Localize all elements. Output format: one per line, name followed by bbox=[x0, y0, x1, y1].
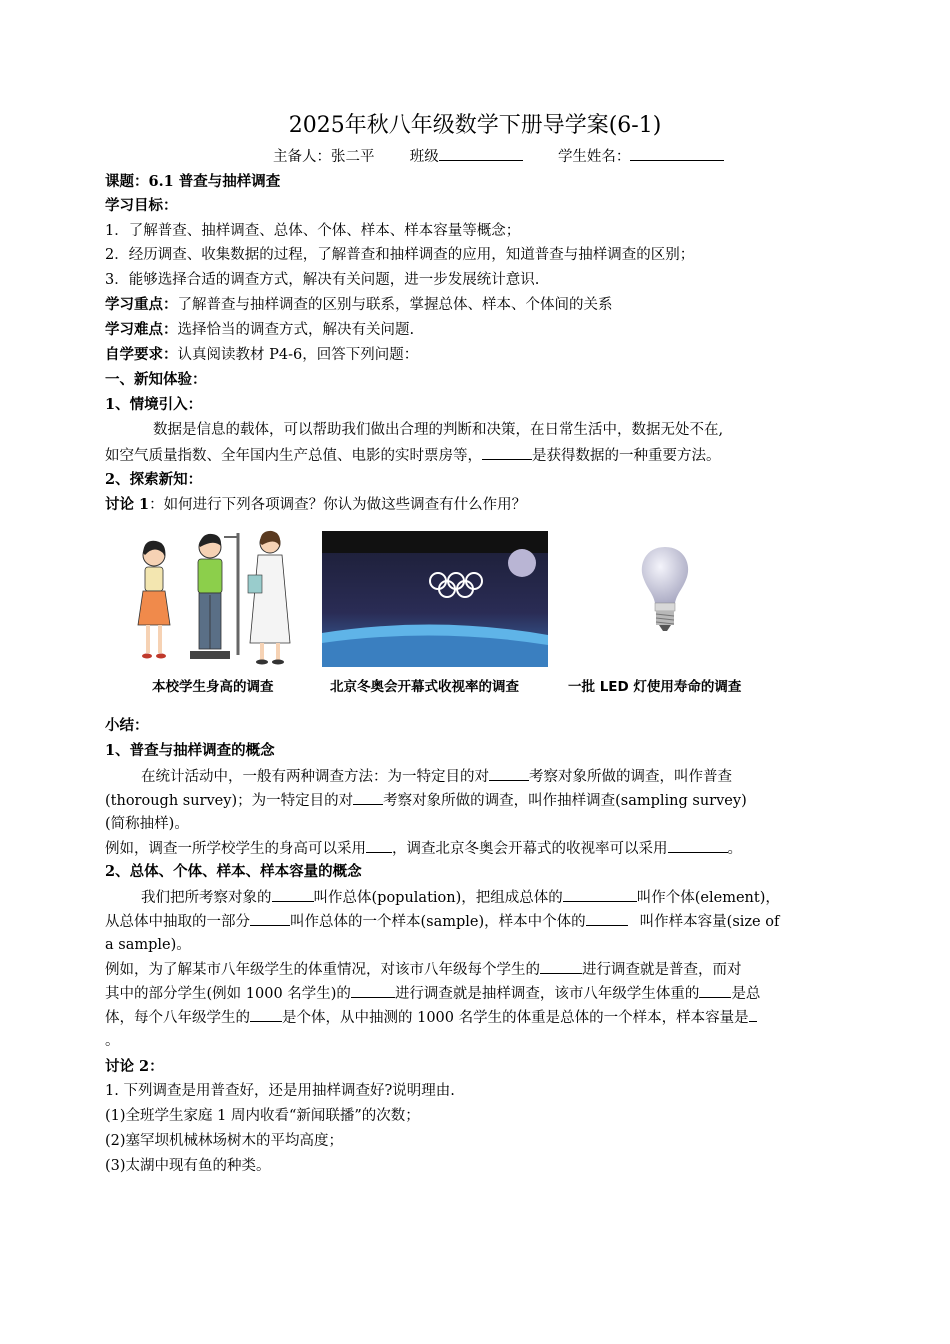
blank-population[interactable] bbox=[272, 887, 314, 902]
caption-height: 本校学生身高的调查 bbox=[152, 679, 274, 695]
preparer: 主备人：张二平 bbox=[273, 149, 375, 165]
focus-text: 了解普查与抽样调查的区别与联系，掌握总体、样本、个体间的关系 bbox=[177, 297, 613, 313]
student-name-blank[interactable] bbox=[630, 146, 724, 161]
c1-l2a: (thorough survey)；为一特定目的对 bbox=[105, 793, 354, 809]
focus-label: 学习重点： bbox=[105, 296, 178, 313]
objectives-label: 学习目标： bbox=[105, 197, 178, 214]
c2-l6b: 是个体，从中抽测的 1000 名学生的体重是总体的一个样本，样本容量是 bbox=[282, 1010, 749, 1026]
page-title: 2025年秋八年级数学下册导学案(6-1) bbox=[288, 113, 662, 138]
intro-line-2a: 如空气质量指数、全年国内生产总值、电影的实时票房等， bbox=[105, 448, 482, 464]
topic: 6.1 普查与抽样调查 bbox=[148, 173, 281, 190]
c1-l4c: 。 bbox=[727, 841, 742, 857]
intro-line-1: 数据是信息的载体，可以帮助我们做出合理的判断和决策，在日常生活中，数据无处不在, bbox=[153, 422, 724, 438]
caption-led: 一批 LED 灯使用寿命的调查 bbox=[568, 679, 742, 695]
concept-2-line-6 bbox=[105, 1007, 757, 1028]
intro-heading: 1、情境引入： bbox=[105, 396, 203, 413]
c2-l5b: 进行调查就是抽样调查，该市八年级学生体重的 bbox=[394, 986, 700, 1002]
concept-2-line-3: a sample)。 bbox=[105, 937, 191, 953]
c2-l5c: 是总 bbox=[731, 986, 761, 1002]
section1-heading: 一、新知体验： bbox=[105, 371, 207, 388]
concept-2-line-2 bbox=[105, 911, 779, 932]
discussion-2-item-1: (1)全班学生家庭 1 周内收看“新闻联播”的次数； bbox=[105, 1108, 420, 1124]
students-height-illustration bbox=[130, 525, 305, 670]
difficulty-label: 学习难点： bbox=[105, 321, 178, 338]
blank-height-method[interactable] bbox=[366, 838, 392, 853]
blank-sample-size[interactable] bbox=[586, 911, 628, 926]
c2-l6a: 体，每个八年级学生的 bbox=[105, 1010, 250, 1026]
discussion-2-label: 讨论 2： bbox=[105, 1058, 164, 1075]
blank-ratings-method[interactable] bbox=[668, 838, 728, 853]
c1-l1a: 在统计活动中，一般有两种调查方法：为一特定目的对 bbox=[141, 769, 489, 785]
concept-2-line-1 bbox=[141, 887, 780, 908]
header-meta bbox=[273, 146, 724, 167]
discussion-2-item-2: (2)塞罕坝机械林场树木的平均高度； bbox=[105, 1133, 344, 1149]
concept-1-heading: 1、普查与抽样调查的概念 bbox=[105, 742, 275, 759]
blank-part-objects[interactable] bbox=[353, 790, 383, 805]
discussion-2-item-3: (3)太湖中现有鱼的种类。 bbox=[105, 1158, 271, 1174]
difficulty-line bbox=[105, 320, 414, 340]
c1-l4a: 例如，调查一所学校学生的身高可以采用 bbox=[105, 841, 366, 857]
concept-1-line-3: (简称抽样)。 bbox=[105, 816, 189, 832]
c2-l4b: 进行调查就是普查，而对 bbox=[582, 962, 742, 978]
blank-capacity[interactable] bbox=[749, 1007, 757, 1022]
concept-2-heading: 2、总体、个体、样本、样本容量的概念 bbox=[105, 863, 362, 880]
class-label: 班级 bbox=[409, 149, 439, 165]
concept-2-line-7: 。 bbox=[105, 1033, 120, 1049]
blank-weight-census[interactable] bbox=[540, 959, 582, 974]
led-bulb-illustration bbox=[635, 545, 695, 635]
method-blank[interactable] bbox=[482, 445, 532, 460]
caption-olympics: 北京冬奥会开幕式收视率的调查 bbox=[330, 679, 519, 695]
concept-2-line-4 bbox=[105, 959, 742, 980]
self-study-line bbox=[105, 345, 418, 365]
c2-l4a: 例如，为了解某市八年级学生的体重情况，对该市八年级每个学生的 bbox=[105, 962, 540, 978]
objective-3: 3．能够选择合适的调查方式，解决有关问题，进一步发展统计意识. bbox=[105, 272, 540, 288]
class-blank[interactable] bbox=[439, 146, 523, 161]
focus-line bbox=[105, 295, 613, 315]
summary-label: 小结： bbox=[105, 717, 149, 734]
c2-l2c: 叫作样本容量(size of bbox=[639, 914, 780, 930]
c1-l2b: 考察对象所做的调查，叫作抽样调查(sampling survey) bbox=[383, 793, 747, 809]
objective-2: 2．经历调查、收集数据的过程，了解普查和抽样调查的应用，知道普查与抽样调查的区别； bbox=[105, 247, 695, 263]
blank-weight-sampling[interactable] bbox=[351, 983, 395, 998]
blank-element[interactable] bbox=[563, 887, 637, 902]
objective-1: 1．了解普查、抽样调查、总体、个体、样本、样本容量等概念； bbox=[105, 223, 521, 239]
c2-l1b: 叫作总体(population)，把组成总体的 bbox=[313, 890, 563, 906]
c2-l2a: 从总体中抽取的一部分 bbox=[105, 914, 250, 930]
self-study-label: 自学要求： bbox=[105, 346, 178, 363]
intro-line-2b: 是获得数据的一种重要方法。 bbox=[532, 448, 721, 464]
student-name-label: 学生姓名： bbox=[557, 149, 631, 165]
discussion-1-text: ：如何进行下列各项调查？你认为做这些调查有什么作用？ bbox=[149, 497, 527, 513]
intro-line-2 bbox=[105, 445, 721, 466]
discussion-2-question: 1. 下列调查是用普查好，还是用抽样调查好?说明理由. bbox=[105, 1083, 455, 1099]
concept-1-line-2 bbox=[105, 790, 747, 811]
c2-l1a: 我们把所考察对象的 bbox=[141, 890, 272, 906]
c1-l1b: 考察对象所做的调查，叫作普查 bbox=[529, 769, 732, 785]
discussion-1-label: 讨论 1 bbox=[105, 496, 150, 513]
explore-heading: 2、探索新知： bbox=[105, 471, 203, 488]
concept-2-line-5 bbox=[105, 983, 760, 1004]
blank-weight-whole[interactable] bbox=[699, 983, 731, 998]
discussion-1 bbox=[105, 495, 526, 515]
blank-all-objects[interactable] bbox=[489, 766, 529, 781]
c1-l4b: ，调查北京冬奥会开幕式的收视率可以采用 bbox=[392, 841, 668, 857]
blank-individual[interactable] bbox=[250, 1007, 282, 1022]
concept-1-line-4 bbox=[105, 838, 742, 859]
c2-l5a: 其中的部分学生(例如 1000 名学生)的 bbox=[105, 986, 351, 1002]
concept-1-line-1 bbox=[141, 766, 732, 787]
difficulty-text: 选择恰当的调查方式，解决有关问题. bbox=[177, 322, 415, 338]
c2-l1c: 叫作个体(element)， bbox=[636, 890, 780, 906]
c2-l2b: 叫作总体的一个样本(sample)，样本中个体的 bbox=[290, 914, 586, 930]
illustration-row bbox=[130, 525, 830, 700]
topic-label: 课题： bbox=[105, 173, 149, 190]
blank-sample[interactable] bbox=[250, 911, 290, 926]
topic-line bbox=[105, 172, 280, 192]
winter-olympics-photo bbox=[322, 531, 548, 667]
self-study-text: 认真阅读教材 P4-6，回答下列问题： bbox=[177, 347, 419, 363]
